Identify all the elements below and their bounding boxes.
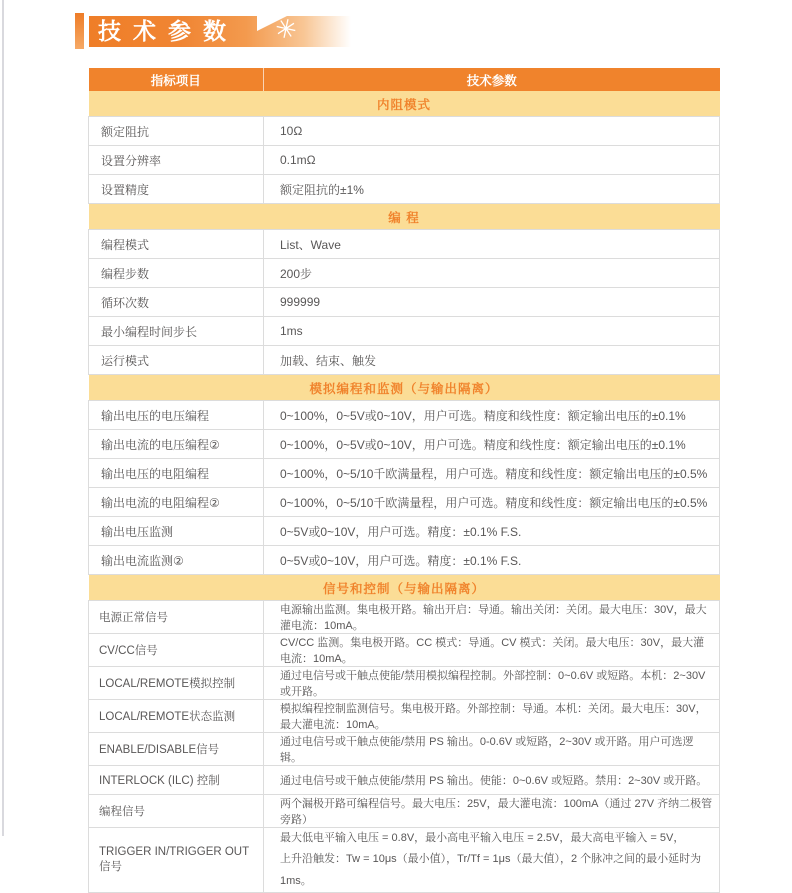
spec-row	[89, 317, 720, 346]
spec-value: 通过电信号或干触点使能/禁用 PS 输出。使能：0~0.6V 或短路。禁用：2~30V 或开路。	[264, 766, 720, 795]
spec-value: 两个漏极开路可编程信号。最大电压：25V，最大灌电流：100mA（通过 27V 齐纳二极管旁路）	[264, 795, 720, 828]
spec-value: 电源输出监测。集电极开路。输出开启：导通。输出关闭：关闭。最大电压：30V，最大灌电流：10mA。	[264, 601, 720, 634]
spec-label: 输出电流监测②	[89, 546, 264, 575]
section-row	[89, 204, 720, 230]
spec-value-line: 上升沿触发：Tw = 10μs（最小值），Tr/Tf = 1μs（最大值），2 个脉冲之间的最小延时为 1ms。	[280, 853, 702, 887]
spec-value: 0~100%，0~5V或0~10V，用户可选。精度和线性度：额定输出电压的±0.1%	[264, 430, 720, 459]
spec-value: 0~5V或0~10V，用户可选。精度：±0.1% F.S.	[264, 517, 720, 546]
column-header-params: 技术参数	[264, 68, 720, 91]
spec-row	[89, 667, 720, 700]
spec-label: LOCAL/REMOTE模拟控制	[89, 667, 264, 700]
spec-row	[89, 401, 720, 430]
spec-value: 1ms	[264, 317, 720, 346]
spec-row	[89, 546, 720, 575]
spec-value-line: 最大低电平输入电压 = 0.8V，最小高电平输入电压 = 2.5V，最大高电平输入 = 5V，	[280, 832, 685, 844]
page-title-banner	[75, 13, 351, 49]
asterisk-icon: ✳	[272, 12, 300, 46]
spec-value: CV/CC 监测。集电极开路。CC 模式：导通。CV 模式：关闭。最大电压：30V，最大灌电流：10mA。	[264, 634, 720, 667]
spec-label: ENABLE/DISABLE信号	[89, 733, 264, 766]
spec-label: INTERLOCK (ILC) 控制	[89, 766, 264, 795]
spec-label: CV/CC信号	[89, 634, 264, 667]
spec-label: 编程步数	[89, 259, 264, 288]
section-row	[89, 375, 720, 401]
spec-value: 200步	[264, 259, 720, 288]
spec-row	[89, 175, 720, 204]
spec-row	[89, 700, 720, 733]
spec-label: 最小编程时间步长	[89, 317, 264, 346]
spec-value: 0~100%，0~5/10千欧满量程，用户可选。精度和线性度：额定输出电压的±0.5%	[264, 488, 720, 517]
spec-value: 通过电信号或干触点使能/禁用 PS 输出。0-0.6V 或短路，2~30V 或开路。用户可选逻辑。	[264, 733, 720, 766]
spec-label: 编程信号	[89, 795, 264, 828]
spec-label: 额定阻抗	[89, 117, 264, 146]
header-row	[89, 68, 720, 91]
spec-label: 输出电压监测	[89, 517, 264, 546]
spec-label: TRIGGER IN/TRIGGER OUT 信号	[89, 828, 264, 893]
spec-table-body	[89, 91, 720, 893]
page-edge-line	[2, 0, 4, 836]
column-header-item: 指标项目	[89, 68, 264, 91]
spec-row	[89, 230, 720, 259]
spec-value: 额定阻抗的±1%	[264, 175, 720, 204]
spec-row	[89, 146, 720, 175]
spec-label: 输出电流的电压编程②	[89, 430, 264, 459]
spec-value: 999999	[264, 288, 720, 317]
spec-label: 输出电流的电阻编程②	[89, 488, 264, 517]
spec-label: 电源正常信号	[89, 601, 264, 634]
spec-row	[89, 634, 720, 667]
spec-row	[89, 828, 720, 893]
spec-value	[264, 828, 720, 893]
spec-value: 加载、结束、触发	[264, 346, 720, 375]
spec-table	[88, 68, 720, 893]
spec-value: 0~100%，0~5V或0~10V，用户可选。精度和线性度：额定输出电压的±0.1%	[264, 401, 720, 430]
spec-label: LOCAL/REMOTE状态监测	[89, 700, 264, 733]
spec-label: 运行模式	[89, 346, 264, 375]
spec-row	[89, 488, 720, 517]
spec-row	[89, 346, 720, 375]
page-title: 技术参数	[98, 18, 238, 44]
spec-label: 输出电压的电压编程	[89, 401, 264, 430]
section-title: 内阻模式	[89, 91, 720, 117]
spec-value: 0.1mΩ	[264, 146, 720, 175]
spec-row	[89, 766, 720, 795]
spec-row	[89, 259, 720, 288]
section-row	[89, 91, 720, 117]
spec-row	[89, 459, 720, 488]
section-title: 模拟编程和监测（与输出隔离）	[89, 375, 720, 401]
spec-row	[89, 733, 720, 766]
section-row	[89, 575, 720, 601]
spec-row	[89, 517, 720, 546]
spec-row	[89, 288, 720, 317]
spec-value: 0~5V或0~10V，用户可选。精度：±0.1% F.S.	[264, 546, 720, 575]
spec-value: List、Wave	[264, 230, 720, 259]
spec-row	[89, 601, 720, 634]
spec-label: 编程模式	[89, 230, 264, 259]
spec-value: 模拟编程控制监测信号。集电极开路。外部控制：导通。本机：关闭。最大电压：30V，最大灌电流：10mA。	[264, 700, 720, 733]
spec-value: 10Ω	[264, 117, 720, 146]
spec-table-header	[89, 68, 720, 91]
banner-accent-bar	[75, 13, 84, 49]
spec-value: 0~100%，0~5/10千欧满量程，用户可选。精度和线性度：额定输出电压的±0.5%	[264, 459, 720, 488]
spec-label: 循环次数	[89, 288, 264, 317]
spec-label: 输出电压的电阻编程	[89, 459, 264, 488]
spec-row	[89, 430, 720, 459]
banner-ribbon	[89, 12, 351, 47]
spec-label: 设置精度	[89, 175, 264, 204]
spec-label: 设置分辨率	[89, 146, 264, 175]
spec-row	[89, 795, 720, 828]
section-title: 编 程	[89, 204, 720, 230]
spec-value: 通过电信号或干触点使能/禁用模拟编程控制。外部控制：0~0.6V 或短路。本机：2~30V 或开路。	[264, 667, 720, 700]
section-title: 信号和控制（与输出隔离）	[89, 575, 720, 601]
spec-row	[89, 117, 720, 146]
